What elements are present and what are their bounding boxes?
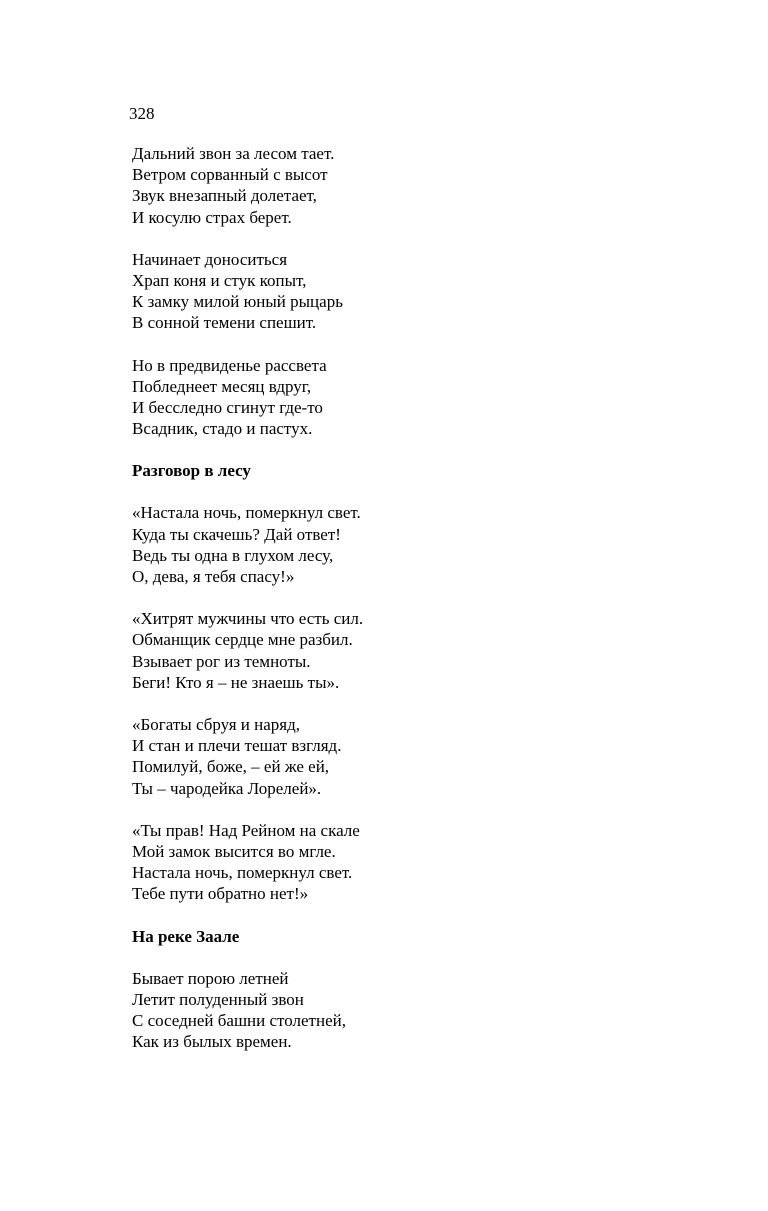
verse-line: Начинает доноситься	[132, 249, 288, 269]
verse-line: «Ты прав! Над Рейном на скале	[132, 820, 360, 840]
verse-line: В сонной темени спешит.	[132, 313, 317, 333]
verse-line: Бывает порою летней	[132, 968, 289, 988]
verse-line: Мой замок высится во мгле.	[132, 842, 336, 862]
book-page	[129, 102, 732, 1074]
stanza	[132, 143, 732, 228]
stanza	[132, 714, 732, 799]
verse-line: «Настала ночь, померкнул свет.	[132, 503, 361, 523]
verse-line: Обманщик сердце мне разбил.	[132, 630, 353, 650]
verse-line: Всадник, стадо и пастух.	[132, 419, 313, 439]
verse-line: Как из былых времен.	[132, 1032, 292, 1052]
verse-line: Побледнеет месяц вдруг,	[132, 376, 312, 396]
verse-line: Дальний звон за лесом тает.	[132, 144, 335, 163]
stanza	[132, 608, 732, 693]
verse-line: Ведь ты одна в глухом лесу,	[132, 545, 334, 565]
verse-line: К замку милой юный рыцарь	[132, 292, 343, 312]
poem-on-saale-river	[132, 926, 732, 1053]
stanza	[132, 502, 732, 587]
verse-line: Звук внезапный долетает,	[132, 186, 317, 206]
stanza	[132, 249, 732, 334]
verse-line: Куда ты скачешь? Дай ответ!	[132, 524, 341, 544]
verse-line: И стан и плечи тешат взгляд.	[132, 736, 342, 756]
verse-line: Но в предвиденье рассвета	[132, 355, 327, 375]
verse-line: Тебе пути обратно нет!»	[132, 884, 309, 904]
verse-line: «Хитрят мужчины что есть сил.	[132, 609, 364, 629]
verse-line: Храп коня и стук копыт,	[132, 271, 307, 291]
verse-line: Взывает рог из темноты.	[132, 651, 311, 671]
verse-line: Настала ночь, померкнул свет.	[132, 863, 353, 883]
stanza	[132, 355, 732, 440]
poem-title: На реке Заале	[132, 926, 240, 946]
verse-line: И косулю страх берет.	[132, 207, 292, 227]
poem-conversation-in-forest	[132, 460, 732, 904]
stanza	[132, 820, 732, 905]
verse-line: О, дева, я тебя спасу!»	[132, 567, 295, 587]
verse-line: Беги! Кто я – не знаешь ты».	[132, 672, 340, 692]
verse-line: Летит полуденный звон	[132, 989, 304, 1009]
verse-line: С соседней башни столетней,	[132, 1011, 346, 1031]
verse-line: «Богаты сбруя и наряд,	[132, 715, 300, 735]
verse-line: Помилуй, боже, – ей же ей,	[132, 757, 330, 777]
stanza	[132, 968, 732, 1053]
verse-line: Ты – чародейка Лорелей».	[132, 778, 322, 798]
page-number: 328	[129, 104, 155, 123]
verse-line: Ветром сорванный с высот	[132, 165, 328, 185]
poem-continuation	[132, 143, 732, 439]
verse-line: И бесследно сгинут где-то	[132, 398, 323, 418]
poem-title: Разговор в лесу	[132, 461, 251, 481]
